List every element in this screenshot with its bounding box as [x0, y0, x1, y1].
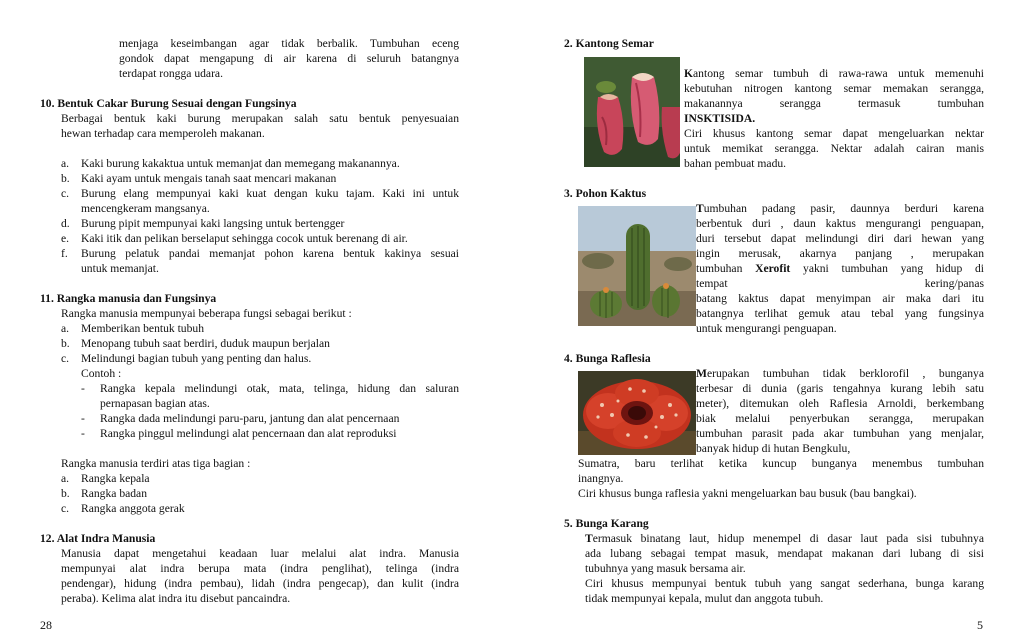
- list-marker: c.: [61, 187, 70, 200]
- s3-line: tempat kering/panas: [696, 277, 984, 290]
- intro-line: terdapat rongga udara.: [119, 67, 223, 80]
- list-marker: b.: [61, 172, 70, 185]
- list-item: mencengkeram mangsanya.: [81, 202, 210, 215]
- list-item: Rangka badan: [81, 487, 147, 500]
- s2-line: [684, 66, 984, 81]
- list-item: Memberikan bentuk tubuh: [81, 322, 204, 335]
- list-item: Melindungi bagian tubuh yang penting dan halus.: [81, 352, 312, 365]
- list-item: Rangka kepala: [81, 472, 150, 485]
- s2-line: kebutuhan nitrogen kantong semar memakan serangga,: [684, 82, 984, 95]
- right-page: [512, 0, 1024, 630]
- left-page: [0, 0, 512, 630]
- section-12-para: pendengar), hidung (indra pembau), lidah (indra pengecap), dan kulit (indra: [61, 577, 459, 590]
- list-marker: c.: [61, 352, 70, 365]
- s5-line: [585, 531, 984, 546]
- list-item: Burung elang mempunyai kaki kuat dengan kuku tajam. Kaki ini untuk: [81, 187, 459, 200]
- example-item: Rangka dada melindungi paru-paru, jantung dan alat pencernaan: [100, 412, 400, 425]
- s4-line: biak melalui penyerbukan serangga, merupakan: [696, 412, 984, 425]
- page-number: 28: [40, 618, 52, 632]
- s2-line: makanannya serangga termasuk tumbuhan: [684, 97, 984, 110]
- drop-letter: T: [696, 202, 704, 215]
- drop-letter: M: [696, 367, 707, 380]
- example-item: pernapasan bagian atas.: [100, 397, 210, 410]
- s3-line: [696, 201, 984, 216]
- s5-line: tidak mempunyai kepala, mulut dan anggota tubuh.: [585, 592, 824, 605]
- page-number: 5: [977, 618, 983, 632]
- s4-line: terbesar di dunia (garis tengahnya kurang lebih satu: [696, 382, 984, 395]
- list-marker: a.: [61, 472, 70, 485]
- s3-line: berbentuk duri , daun kaktus mengurangi penguapan,: [696, 217, 984, 230]
- list-marker: a.: [61, 157, 70, 170]
- list-marker: f.: [61, 247, 68, 260]
- s2-text: antong semar tumbuh di rawa-rawa untuk memenuhi: [693, 67, 984, 80]
- section-11-heading: 11. Rangka manusia dan Fungsinya: [40, 292, 217, 305]
- s3-text: umbuhan padang pasir, daunnya berduri karena: [703, 202, 984, 215]
- example-item: Rangka pinggul melindungi alat pencernaan dan alat reproduksi: [100, 427, 397, 440]
- section-3-heading: 3. Pohon Kaktus: [564, 187, 647, 200]
- list-item: Burung pipit mempunyai kaki langsing untuk bertengger: [81, 217, 345, 230]
- s3-line: duri tersebut dapat melindungi diri dari hewan yang: [696, 232, 984, 245]
- s4-text: erupakan tumbuhan tidak berklorofil , bunganya: [706, 367, 984, 380]
- section-12-para: peraba). Kelima alat indra itu disebut pancaindra.: [61, 592, 291, 605]
- list-item: Kaki itik dan pelikan berselaput sehingga cocok untuk berenang di air.: [81, 232, 408, 245]
- list-item: Kaki ayam untuk mengais tanah saat mencari makanan: [81, 172, 337, 185]
- s5-line: Ciri khusus mempunyai bentuk tubuh yang sangat sederhana, bunga karang: [585, 577, 984, 590]
- list-marker: e.: [61, 232, 70, 245]
- s4-line: [696, 366, 984, 381]
- s4-line: banyak hidup di hutan Bengkulu,: [696, 442, 851, 455]
- section-5-heading: 5. Bunga Karang: [564, 517, 649, 530]
- list-marker: -: [81, 412, 85, 425]
- s2-line: bahan pembuat madu.: [684, 157, 787, 170]
- rafflesia-photo: [578, 371, 696, 455]
- parts-intro: Rangka manusia terdiri atas tiga bagian :: [61, 457, 251, 470]
- section-12-para: mempunyai alat indra berupa mata (indra penglihat), telinga (indra: [61, 562, 459, 575]
- s2-line: Ciri khusus kantong semar dapat mengeluarkan nektar: [684, 127, 984, 140]
- list-marker: b.: [61, 487, 70, 500]
- section-12-heading: 12. Alat Indra Manusia: [40, 532, 156, 545]
- s3-line: batangnya terlihat gemuk atau tebal yang fungsinya: [696, 307, 984, 320]
- section-2-heading: 2. Kantong Semar: [564, 37, 654, 50]
- list-marker: a.: [61, 322, 70, 335]
- term-xerofit: Xerofit: [755, 262, 791, 275]
- list-marker: d.: [61, 217, 70, 230]
- s4-line: meter), ditemukan oleh Raflesia Arnoldi, berkembang: [696, 397, 984, 410]
- list-item: Kaki burung kakaktua untuk memanjat dan memegang makanannya.: [81, 157, 400, 170]
- s3-line: untuk mengurangi penguapan.: [696, 322, 837, 335]
- list-item: Rangka anggota gerak: [81, 502, 185, 515]
- s4-full: Sumatra, baru terlihat ketika kuncup bunganya menembus tumbuhan: [578, 457, 984, 470]
- contoh-label: Contoh :: [81, 367, 122, 380]
- s4-full: inangnya.: [578, 472, 624, 485]
- s5-line: ada lubang sebagai tempat masuk, mendapat makanan dari lubang di sisi: [585, 547, 984, 560]
- s2-line: untuk memikat serangga. Nektar adalah cairan manis: [684, 142, 984, 155]
- s4-full: Ciri khusus bunga raflesia yakni mengeluarkan bau busuk (bau bangkai).: [578, 487, 917, 500]
- s4-line: tumbuhan parasit pada akar tumbuhan yang menjalar,: [696, 427, 984, 440]
- list-item: Menopang tubuh saat berdiri, duduk maupun berjalan: [81, 337, 330, 350]
- cactus-photo: [578, 206, 696, 326]
- s3-line: ingin merusak, akarnya panjang , merupakan: [696, 247, 984, 260]
- list-marker: -: [81, 382, 85, 395]
- section-11-intro: Rangka manusia mempunyai beberapa fungsi sebagai berikut :: [61, 307, 352, 320]
- section-10-para: hewan terhadap cara memperoleh makanan.: [61, 127, 265, 140]
- list-marker: c.: [61, 502, 70, 515]
- s3-line: tumbuhan Xerofit yakni tumbuhan yang hidup di: [696, 262, 984, 275]
- section-10-heading: 10. Bentuk Cakar Burung Sesuai dengan Fungsinya: [40, 97, 297, 110]
- section-4-heading: 4. Bunga Raflesia: [564, 352, 651, 365]
- s2-term: INSKTISIDA.: [684, 112, 756, 125]
- drop-letter: T: [585, 532, 593, 545]
- section-10-para: Berbagai bentuk kaki burung merupakan salah satu bentuk penyesuaian: [61, 112, 459, 125]
- list-marker: -: [81, 427, 85, 440]
- kantong-semar-photo: [584, 57, 680, 167]
- section-12-para: Manusia dapat mengetahui keadaan luar melalui alat indra. Manusia: [61, 547, 459, 560]
- list-item: untuk memanjat.: [81, 262, 159, 275]
- list-item: Burung pelatuk pandai memanjat pohon karena bentuk kakinya sesuai: [81, 247, 459, 260]
- example-item: Rangka kepala melindungi otak, mata, telinga, hidung dan saluran: [100, 382, 459, 395]
- s5-line: tubuhnya yang masuk bersama air.: [585, 562, 746, 575]
- intro-line: gondok dapat mengapung di air karena di seluruh batangnya: [119, 52, 459, 65]
- drop-letter: K: [684, 67, 694, 80]
- s5-text: ermasuk binatang laut, hidup menempel di dasar laut pada sisi tubuhnya: [592, 532, 984, 545]
- s3-line: batang kaktus dapat menyimpan air maka dari itu: [696, 292, 984, 305]
- list-marker: b.: [61, 337, 70, 350]
- intro-line: menjaga keseimbangan agar tidak berbalik. Tumbuhan eceng: [119, 37, 459, 50]
